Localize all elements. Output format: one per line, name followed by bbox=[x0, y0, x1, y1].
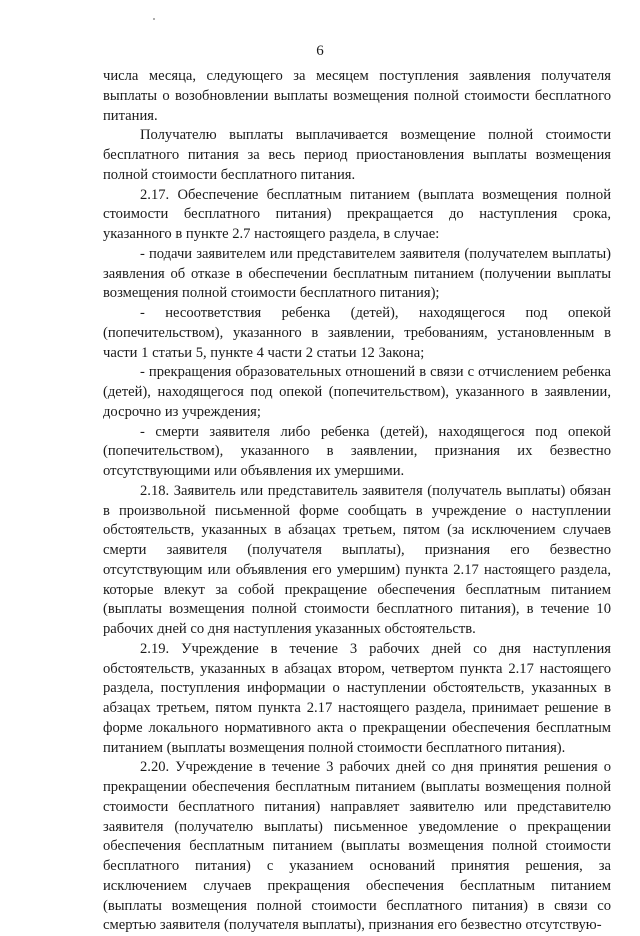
list-item-death: - смерти заявителя либо ребенка (детей), находящегося под опекой (попечительством), указанного в заявлении, признания их безвестно отсутствующими или объявления их умершими. bbox=[103, 423, 611, 479]
page-number: 6 bbox=[316, 43, 324, 59]
scan-speck bbox=[153, 18, 155, 20]
document-body bbox=[103, 67, 611, 936]
paragraph-compensation-period: Получателю выплаты выплачивается возмещение полной стоимости бесплатного питания за весь период приостановления выплаты возмещения полной стоимости бесплатного питания. bbox=[103, 127, 611, 183]
paragraph-2-18: 2.18. Заявитель или представитель заявителя (получатель выплаты) обязан в произвольной письменной форме сообщать в учреждение о наступлении обстоятельств, указанных в абзацах третьем, пятом (за исключением случаев смерти заявителя (получателя выплаты), признания его безвестно отсутствующим или объявления его умершим) пункта 2.17 настоящего раздела, которые влекут за собой прекращение обеспечения бесплатным питанием (выплаты возмещения полной стоимости бесплатного питания), в течение 10 рабочих дней со дня наступления указанных обстоятельств. bbox=[103, 482, 611, 637]
list-item-refusal: - подачи заявителем или представителем заявителя (получателем выплаты) заявления об отказе в обеспечении бесплатным питанием (получении выплаты возмещения полной стоимости бесплатного питания); bbox=[103, 245, 611, 302]
list-item-nonconformity: - несоответствия ребенка (детей), находящегося под опекой (попечительством), указанного в заявлении, требованиям, установленным в части 1 статьи 5, пункте 4 части 2 статьи 12 Закона; bbox=[103, 305, 611, 361]
list-item-expulsion: - прекращения образовательных отношений в связи с отчислением ребенка (детей), находящегося под опекой (попечительством), указанного в заявлении, досрочно из учреждения; bbox=[103, 364, 611, 420]
paragraph-continuation: числа месяца, следующего за месяцем поступления заявления получателя выплаты о возобновлении выплаты возмещения полной стоимости бесплатного питания. bbox=[103, 68, 611, 124]
paragraph-2-17: 2.17. Обеспечение бесплатным питанием (выплата возмещения полной стоимости бесплатного питания) прекращается до наступления срока, указанного в пункте 2.7 настоящего раздела, в случае: bbox=[103, 186, 611, 242]
paragraph-2-20: 2.20. Учреждение в течение 3 рабочих дней со дня принятия решения о прекращении обеспечения бесплатным питанием (выплаты возмещения полной стоимости бесплатного питания) направляет заявителю или представителю заявителя (получателю выплаты) письменное уведомление о прекращении обеспечения бесплатным питанием (выплаты возмещения полной стоимости бесплатного питания) с указанием оснований принятия решения, за исключением случаев прекращения обеспечения бесплатным питанием (выплаты возмещения полной стоимости бесплатного питания) в связи со смертью заявителя (получателя выплаты), признания его безвестно отсутствую- bbox=[103, 759, 611, 934]
paragraph-2-19: 2.19. Учреждение в течение 3 рабочих дней со дня наступления обстоятельств, указанных в абзацах втором, четвертом пункта 2.17 настоящего раздела, поступления информации о наступлении обстоятельств, указанных в абзацах третьем, пятом пункта 2.17 настоящего раздела, принимает решение в форме локального нормативного акта о прекращении обеспечения бесплатным питанием (выплаты возмещения полной стоимости бесплатного питания). bbox=[103, 640, 611, 756]
